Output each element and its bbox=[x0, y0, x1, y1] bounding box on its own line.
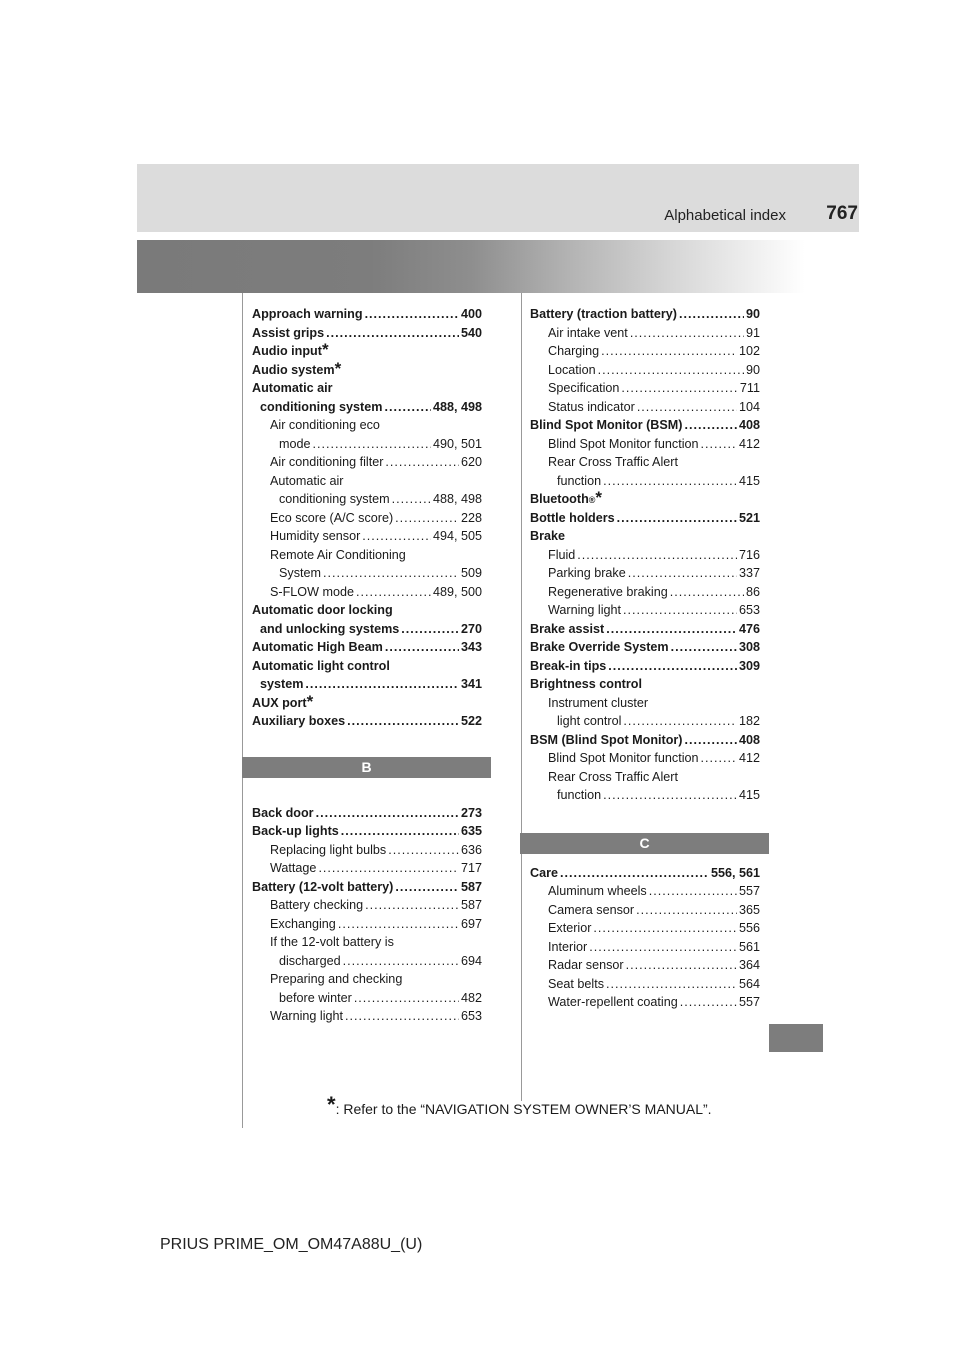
index-entry-text: conditioning system bbox=[260, 399, 383, 414]
index-entry-text: Approach warning bbox=[252, 307, 363, 321]
index-entry-text: Blind Spot Monitor function bbox=[548, 436, 699, 451]
index-entry-page: 90 bbox=[745, 307, 760, 321]
index-entry-page: 364 bbox=[738, 958, 760, 972]
dot-leader bbox=[617, 509, 737, 528]
index-entry bbox=[252, 398, 482, 417]
index-entry-page: 561 bbox=[738, 939, 760, 954]
index-entry-text: Battery checking bbox=[270, 898, 364, 912]
index-entry-page: 522 bbox=[460, 714, 482, 728]
section-letter-b: B bbox=[242, 757, 491, 778]
index-entry bbox=[252, 490, 482, 509]
column-divider-middle bbox=[521, 293, 522, 1101]
index-entry-page: 337 bbox=[738, 566, 760, 580]
index-entry bbox=[252, 546, 482, 565]
index-entry bbox=[252, 841, 482, 860]
dot-leader bbox=[701, 749, 737, 768]
index-entry-text: mode bbox=[279, 436, 311, 451]
index-entry-text: Fluid bbox=[548, 547, 576, 562]
index-entry-text: Exterior bbox=[548, 921, 592, 935]
dot-leader bbox=[701, 435, 737, 454]
index-entry bbox=[530, 975, 760, 994]
index-entry bbox=[252, 804, 482, 823]
index-entry-page: 104 bbox=[738, 399, 760, 414]
index-entry-text: Air conditioning filter bbox=[270, 455, 384, 469]
index-entry-page: 365 bbox=[738, 902, 760, 917]
index-entry bbox=[252, 620, 482, 639]
index-entry bbox=[252, 416, 482, 435]
index-entry-text: Specification bbox=[548, 381, 620, 395]
index-entry-text: System bbox=[279, 566, 321, 580]
index-entry-page: 415 bbox=[738, 473, 760, 488]
index-entry-text: system bbox=[260, 677, 304, 691]
index-entry-page: 717 bbox=[460, 861, 482, 875]
index-entry-text: before winter bbox=[279, 990, 352, 1005]
dot-leader bbox=[670, 583, 744, 602]
index-entry-text: Audio input bbox=[252, 344, 322, 358]
dot-leader bbox=[679, 305, 744, 324]
index-entry bbox=[530, 398, 760, 417]
dot-leader bbox=[630, 324, 744, 343]
dot-leader bbox=[392, 490, 431, 509]
index-entry bbox=[530, 472, 760, 491]
index-entry bbox=[530, 882, 760, 901]
index-entry-page: 509 bbox=[460, 566, 482, 580]
index-entry bbox=[252, 583, 482, 602]
dot-leader bbox=[343, 952, 459, 971]
page-title: Alphabetical index bbox=[664, 207, 786, 224]
index-entry-text: Care bbox=[530, 865, 559, 880]
index-entry-text: Blind Spot Monitor function bbox=[548, 751, 699, 765]
index-entry-text: Blind Spot Monitor (BSM) bbox=[530, 418, 683, 432]
index-entry bbox=[252, 970, 482, 989]
index-entry bbox=[252, 675, 482, 694]
index-entry-text: Battery (traction battery) bbox=[530, 307, 677, 321]
index-entry-text: Wattage bbox=[270, 861, 317, 875]
index-entry-text: Radar sensor bbox=[548, 958, 624, 972]
dot-leader bbox=[395, 509, 459, 528]
index-entry bbox=[530, 361, 760, 380]
index-entry-text: Remote Air Conditioning bbox=[270, 547, 406, 562]
index-list-c bbox=[530, 864, 760, 1012]
dot-leader bbox=[354, 989, 459, 1008]
index-entry-page: 341 bbox=[460, 677, 482, 691]
index-list-a bbox=[252, 305, 482, 731]
index-entry-text: function bbox=[557, 473, 602, 488]
dot-leader bbox=[606, 620, 737, 639]
dot-leader bbox=[345, 1007, 459, 1026]
index-entry bbox=[530, 956, 760, 975]
index-entry-text: Interior bbox=[548, 939, 588, 954]
dot-leader bbox=[623, 601, 737, 620]
index-entry bbox=[252, 379, 482, 398]
index-entry-text: Regenerative braking bbox=[548, 584, 668, 599]
index-entry bbox=[530, 768, 760, 787]
index-entry-page: 415 bbox=[738, 788, 760, 802]
index-entry bbox=[530, 564, 760, 583]
index-entry bbox=[530, 901, 760, 920]
index-entry-page: 540 bbox=[460, 325, 482, 340]
index-entry-page: 494, 505 bbox=[432, 529, 482, 543]
index-entry bbox=[252, 638, 482, 657]
index-entry bbox=[530, 694, 760, 713]
index-entry-text: Warning light bbox=[270, 1009, 344, 1023]
index-entry bbox=[530, 620, 760, 639]
index-entry-text: Audio system bbox=[252, 362, 335, 377]
index-entry-text: Parking brake bbox=[548, 566, 626, 580]
index-entry-page: 521 bbox=[738, 510, 760, 525]
index-entry bbox=[530, 712, 760, 731]
index-entry bbox=[252, 324, 482, 343]
index-entry bbox=[252, 472, 482, 491]
index-entry bbox=[530, 305, 760, 324]
index-entry bbox=[252, 509, 482, 528]
index-column-b bbox=[530, 305, 760, 1012]
footnote bbox=[327, 1092, 712, 1117]
index-list-b-cont bbox=[530, 305, 760, 805]
index-entry bbox=[252, 305, 482, 324]
index-entry-page: 400 bbox=[460, 307, 482, 321]
index-entry-page: 91 bbox=[745, 325, 760, 340]
index-entry-page: 476 bbox=[738, 621, 760, 636]
dot-leader bbox=[385, 638, 459, 657]
index-entry bbox=[530, 583, 760, 602]
index-entry-page: 697 bbox=[460, 916, 482, 931]
index-entry-text: Replacing light bulbs bbox=[270, 842, 387, 857]
index-entry-text: If the 12-volt battery is bbox=[270, 935, 394, 949]
dot-leader bbox=[316, 804, 459, 823]
index-entry-text: and unlocking systems bbox=[260, 621, 400, 636]
index-entry-text: Automatic door locking bbox=[252, 603, 393, 617]
dot-leader bbox=[636, 901, 737, 920]
index-entry-text: Brake Override System bbox=[530, 640, 669, 654]
index-entry-text: Auxiliary boxes bbox=[252, 714, 346, 728]
index-entry-page: 653 bbox=[460, 1009, 482, 1023]
index-entry bbox=[530, 435, 760, 454]
index-entry bbox=[530, 509, 760, 528]
dot-leader bbox=[347, 712, 459, 731]
index-list-b bbox=[252, 804, 482, 1026]
index-entry-text: Bottle holders bbox=[530, 510, 615, 525]
index-entry bbox=[252, 1007, 482, 1026]
index-entry-text: AUX port bbox=[252, 695, 307, 710]
dot-leader bbox=[601, 342, 737, 361]
dot-leader bbox=[606, 975, 737, 994]
index-entry bbox=[530, 938, 760, 957]
index-entry-page: 694 bbox=[460, 953, 482, 968]
index-entry-text: discharged bbox=[279, 953, 341, 968]
index-entry-page: 182 bbox=[738, 714, 760, 728]
index-entry-page: 308 bbox=[738, 640, 760, 654]
index-entry-text: Bluetooth bbox=[530, 492, 589, 506]
dot-leader bbox=[318, 859, 459, 878]
index-entry-page: 228 bbox=[460, 510, 482, 525]
index-entry bbox=[252, 933, 482, 952]
index-entry bbox=[252, 859, 482, 878]
index-entry-text: Camera sensor bbox=[548, 902, 635, 917]
dot-leader bbox=[401, 620, 459, 639]
index-entry-page: 488, 498 bbox=[432, 399, 482, 414]
index-entry bbox=[530, 657, 760, 676]
index-entry bbox=[530, 864, 760, 883]
index-entry-page: 408 bbox=[738, 418, 760, 432]
index-entry-page: 587 bbox=[460, 879, 482, 894]
dot-leader bbox=[685, 731, 737, 750]
dot-leader bbox=[365, 305, 459, 324]
dot-leader bbox=[362, 527, 431, 546]
dot-leader bbox=[384, 398, 431, 417]
index-entry bbox=[530, 786, 760, 805]
index-entry-text: Battery (12-volt battery) bbox=[252, 879, 394, 894]
index-entry-page: 102 bbox=[738, 344, 760, 358]
dot-leader bbox=[305, 675, 459, 694]
dot-leader bbox=[685, 416, 737, 435]
index-entry-text: Charging bbox=[548, 344, 600, 358]
dot-leader bbox=[680, 993, 737, 1012]
index-entry-text: Brake assist bbox=[530, 621, 605, 636]
index-entry-text: Instrument cluster bbox=[548, 695, 649, 710]
index-entry bbox=[252, 878, 482, 897]
dot-leader bbox=[628, 564, 737, 583]
index-entry-text: Back-up lights bbox=[252, 824, 339, 838]
dot-leader bbox=[577, 546, 737, 565]
index-entry-text: Automatic air bbox=[252, 381, 333, 395]
index-entry-text: Back door bbox=[252, 805, 314, 820]
dot-leader bbox=[637, 398, 737, 417]
index-entry-text: Automatic light control bbox=[252, 658, 390, 673]
dot-leader bbox=[623, 712, 737, 731]
index-entry bbox=[530, 638, 760, 657]
index-entry-text: Water-repellent coating bbox=[548, 995, 678, 1009]
index-entry bbox=[530, 324, 760, 343]
index-entry bbox=[252, 453, 482, 472]
index-entry bbox=[530, 919, 760, 938]
index-entry-page: 408 bbox=[738, 732, 760, 747]
index-entry-page: 564 bbox=[738, 976, 760, 991]
index-entry-page: 412 bbox=[738, 751, 760, 765]
index-entry-page: 716 bbox=[738, 547, 760, 562]
index-entry-text: Location bbox=[548, 362, 596, 377]
dot-leader bbox=[388, 841, 459, 860]
index-entry: AUX port * bbox=[252, 691, 314, 711]
index-entry bbox=[530, 342, 760, 361]
page-number: 767 bbox=[826, 203, 858, 224]
index-entry-page: 711 bbox=[739, 381, 760, 395]
index-entry-text: Automatic High Beam bbox=[252, 640, 383, 654]
index-entry-page: 273 bbox=[460, 805, 482, 820]
index-entry bbox=[530, 416, 760, 435]
index-entry bbox=[530, 731, 760, 750]
index-entry bbox=[530, 675, 760, 694]
index-entry-text: Eco score (A/C score) bbox=[270, 510, 394, 525]
dot-leader bbox=[649, 882, 737, 901]
index-entry-page: 90 bbox=[745, 362, 760, 377]
index-entry bbox=[530, 601, 760, 620]
index-entry bbox=[252, 601, 482, 620]
index-entry-text: S-FLOW mode bbox=[270, 584, 354, 599]
index-column-a bbox=[252, 305, 482, 1026]
dot-leader bbox=[313, 435, 431, 454]
index-entry-text: function bbox=[557, 788, 602, 802]
index-entry bbox=[252, 822, 482, 841]
index-entry-page: 490, 501 bbox=[432, 436, 482, 451]
section-thumb-tab bbox=[769, 1024, 823, 1052]
index-entry-text: Air intake vent bbox=[548, 325, 628, 340]
index-entry-text: Aluminum wheels bbox=[548, 884, 647, 898]
index-entry bbox=[530, 453, 760, 472]
dot-leader bbox=[365, 896, 459, 915]
index-entry bbox=[530, 527, 760, 546]
index-entry bbox=[252, 657, 482, 676]
index-entry-page: 270 bbox=[460, 621, 482, 636]
document-code: PRIUS PRIME_OM_OM47A88U_(U) bbox=[160, 1236, 423, 1253]
index-entry-text: Preparing and checking bbox=[270, 972, 403, 986]
dot-leader bbox=[323, 564, 459, 583]
index-entry-text: Seat belts bbox=[548, 976, 605, 991]
index-entry-text: Status indicator bbox=[548, 399, 635, 414]
dot-leader bbox=[326, 324, 459, 343]
index-entry-page: 557 bbox=[738, 995, 760, 1009]
index-entry-page: 557 bbox=[738, 884, 760, 898]
dot-leader bbox=[603, 472, 737, 491]
index-entry-text: conditioning system bbox=[279, 492, 390, 506]
index-entry bbox=[252, 952, 482, 971]
index-entry-text: Automatic air bbox=[270, 473, 344, 488]
index-entry-page: 636 bbox=[460, 842, 482, 857]
index-entry-page: 587 bbox=[460, 898, 482, 912]
dot-leader bbox=[626, 956, 737, 975]
header-gradient-band bbox=[137, 240, 805, 293]
dot-leader bbox=[356, 583, 431, 602]
column-divider-left bbox=[242, 293, 243, 1128]
index-entry-text: Rear Cross Traffic Alert bbox=[548, 455, 678, 469]
index-entry: Bluetooth ® * bbox=[530, 488, 603, 507]
dot-leader bbox=[338, 915, 459, 934]
dot-leader bbox=[395, 878, 459, 897]
index-entry-page: 489, 500 bbox=[432, 584, 482, 599]
index-entry-page: 86 bbox=[745, 584, 760, 599]
dot-leader bbox=[589, 938, 737, 957]
index-entry-text: Rear Cross Traffic Alert bbox=[548, 769, 678, 784]
index-entry bbox=[252, 435, 482, 454]
index-entry-text: Brightness control bbox=[530, 677, 642, 691]
index-entry-text: Exchanging bbox=[270, 916, 336, 931]
index-entry bbox=[530, 749, 760, 768]
index-entry-page: 556 bbox=[738, 921, 760, 935]
index-entry-text: light control bbox=[557, 714, 622, 728]
footnote-star: * bbox=[327, 1092, 336, 1117]
index-entry-page: 343 bbox=[460, 640, 482, 654]
dot-leader bbox=[385, 453, 459, 472]
index-entry bbox=[530, 379, 760, 398]
index-entry-page: 309 bbox=[738, 658, 760, 673]
index-entry-text: Brake bbox=[530, 529, 566, 543]
index-entry-page: 635 bbox=[460, 824, 482, 838]
dot-leader bbox=[621, 379, 738, 398]
dot-leader bbox=[671, 638, 737, 657]
index-entry-text: Air conditioning eco bbox=[270, 418, 380, 432]
index-entry: Audio input * bbox=[252, 340, 329, 359]
index-entry-text: Warning light bbox=[548, 603, 622, 617]
index-entry bbox=[252, 527, 482, 546]
index-entry-page: 482 bbox=[460, 990, 482, 1005]
section-letter-c: C bbox=[520, 833, 769, 854]
dot-leader bbox=[341, 822, 459, 841]
index-entry bbox=[252, 989, 482, 1008]
index-entry bbox=[530, 546, 760, 565]
index-entry: Audio system * bbox=[252, 358, 342, 378]
index-entry bbox=[252, 564, 482, 583]
index-entry bbox=[252, 896, 482, 915]
index-entry bbox=[530, 993, 760, 1012]
dot-leader bbox=[603, 786, 737, 805]
index-entry-text: BSM (Blind Spot Monitor) bbox=[530, 732, 683, 747]
index-entry-text: Assist grips bbox=[252, 325, 325, 340]
index-entry-page: 620 bbox=[460, 455, 482, 469]
index-entry bbox=[252, 712, 482, 731]
dot-leader bbox=[598, 361, 744, 380]
index-entry-page: 653 bbox=[738, 603, 760, 617]
dot-leader bbox=[593, 919, 737, 938]
index-entry-page: 488, 498 bbox=[432, 492, 482, 506]
index-entry-text: Humidity sensor bbox=[270, 529, 361, 543]
index-entry-page: 412 bbox=[738, 436, 760, 451]
dot-leader bbox=[608, 657, 737, 676]
index-entry bbox=[252, 915, 482, 934]
index-entry-text: Break-in tips bbox=[530, 658, 607, 673]
dot-leader bbox=[560, 864, 709, 883]
footnote-text: : Refer to the “NAVIGATION SYSTEM OWNER’S MANUAL”. bbox=[335, 1101, 712, 1117]
index-entry-page: 556, 561 bbox=[710, 865, 760, 880]
